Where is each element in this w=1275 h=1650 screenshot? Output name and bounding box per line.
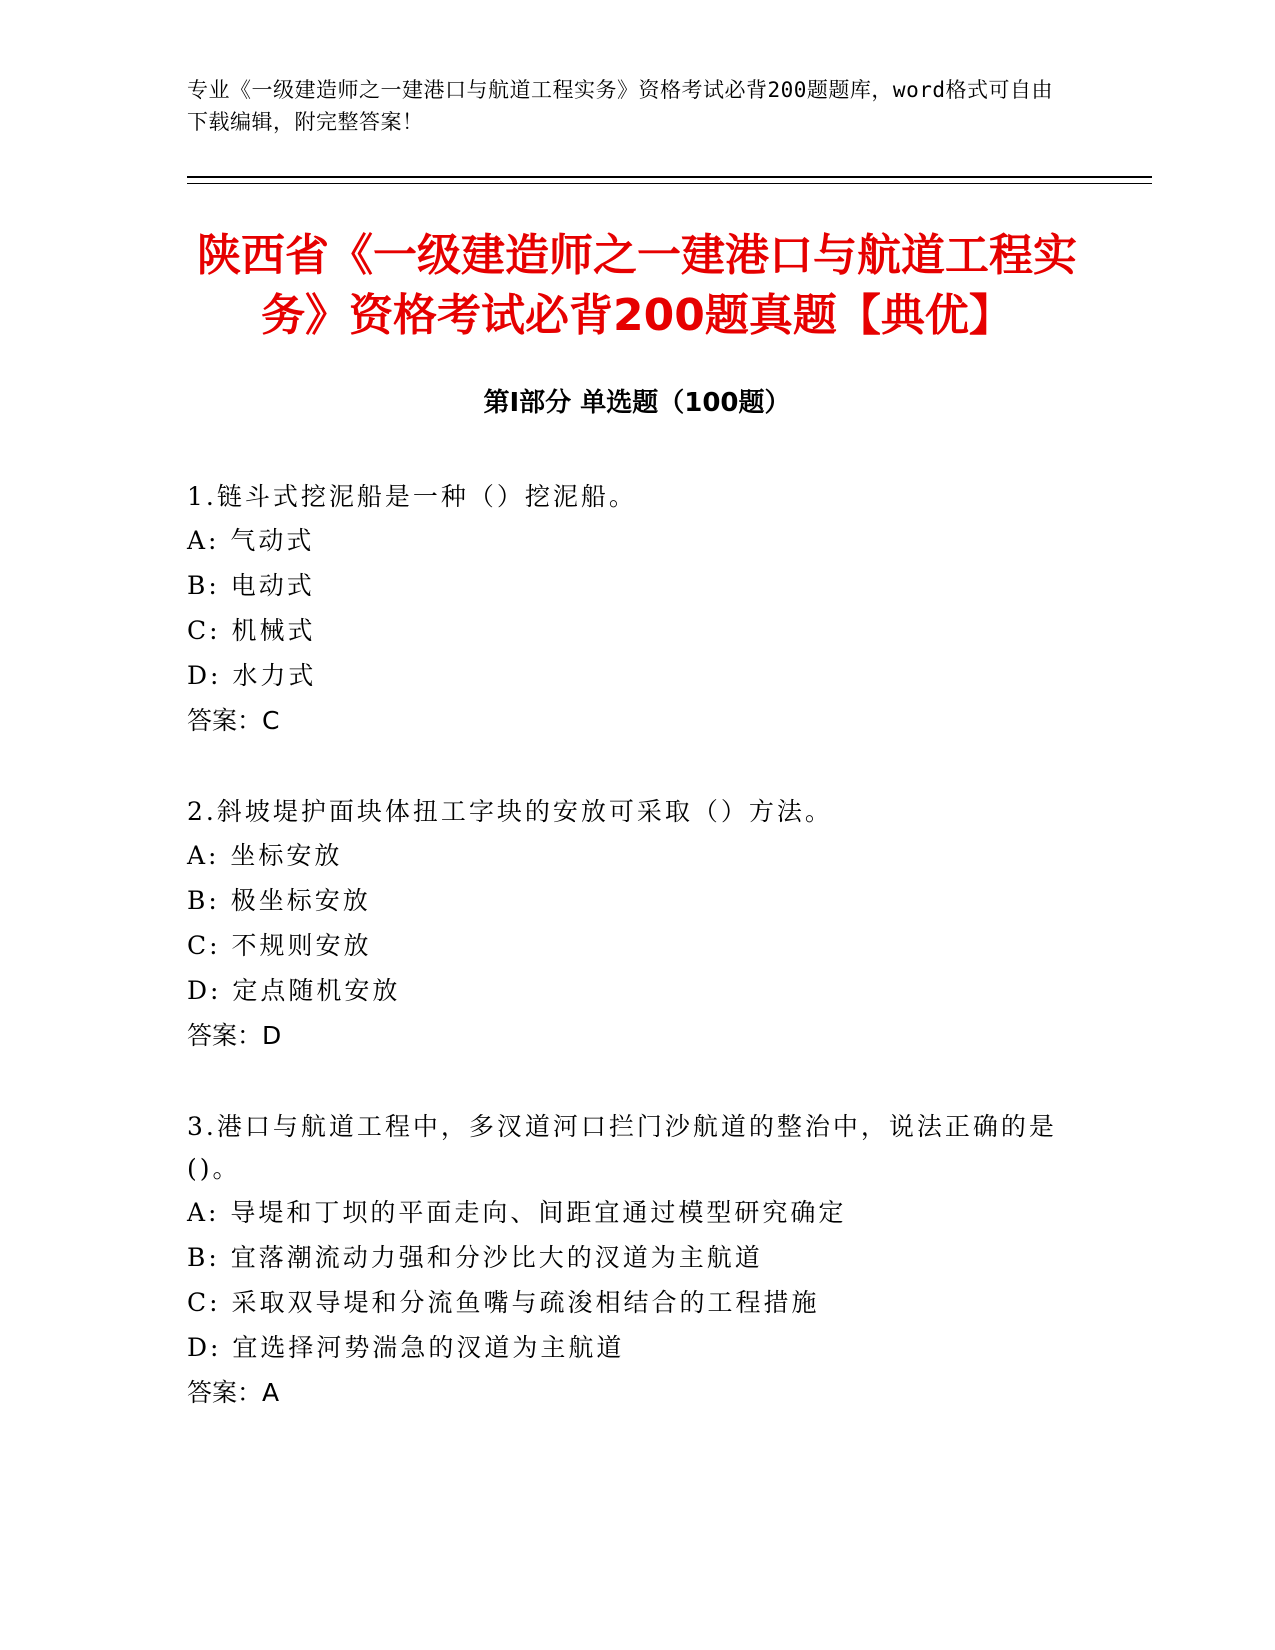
question-stem: 3.港口与航道工程中，多汊道河口拦门沙航道的整治中，说法正确的是()。: [187, 1112, 1057, 1183]
option-b: B: 宜落潮流动力强和分沙比大的汊道为主航道: [187, 1243, 763, 1272]
question-2: [187, 791, 1087, 1058]
option-b: B: 电动式: [187, 571, 315, 600]
header-divider-thick: [187, 176, 1152, 178]
question-stem: 2.斜坡堤护面块体扭工字块的安放可采取（）方法。: [187, 797, 833, 826]
option-a: A: 气动式: [187, 526, 315, 555]
answer: 答案：A: [187, 1378, 280, 1407]
question-1: [187, 476, 1087, 743]
option-c: C: 采取双导堤和分流鱼嘴与疏浚相结合的工程措施: [187, 1288, 820, 1317]
header-divider-thin: [187, 183, 1152, 184]
question-stem: 1.链斗式挖泥船是一种（）挖泥船。: [187, 482, 637, 511]
section-title: 第Ⅰ部分 单选题（100题）: [483, 388, 791, 418]
answer: 答案：C: [187, 706, 280, 735]
option-d: D: 宜选择河势湍急的汊道为主航道: [187, 1333, 625, 1362]
option-d: D: 水力式: [187, 661, 317, 690]
document-title: 陕西省《一级建造师之一建港口与航道工程实务》资格考试必背200题真题【典优】: [197, 230, 1077, 341]
option-d: D: 定点随机安放: [187, 976, 401, 1005]
option-c: C: 不规则安放: [187, 931, 372, 960]
option-a: A: 坐标安放: [187, 841, 343, 870]
header-note: 专业《一级建造师之一建港口与航道工程实务》资格考试必背200题题库，word格式可自由下载编辑，附完整答案！: [187, 78, 1053, 134]
question-3: [187, 1106, 1087, 1415]
option-c: C: 机械式: [187, 616, 316, 645]
answer: 答案：D: [187, 1021, 282, 1050]
question-list: [187, 476, 1087, 1463]
option-a: A: 导堤和丁坝的平面走向、间距宜通过模型研究确定: [187, 1198, 847, 1227]
option-b: B: 极坐标安放: [187, 886, 371, 915]
